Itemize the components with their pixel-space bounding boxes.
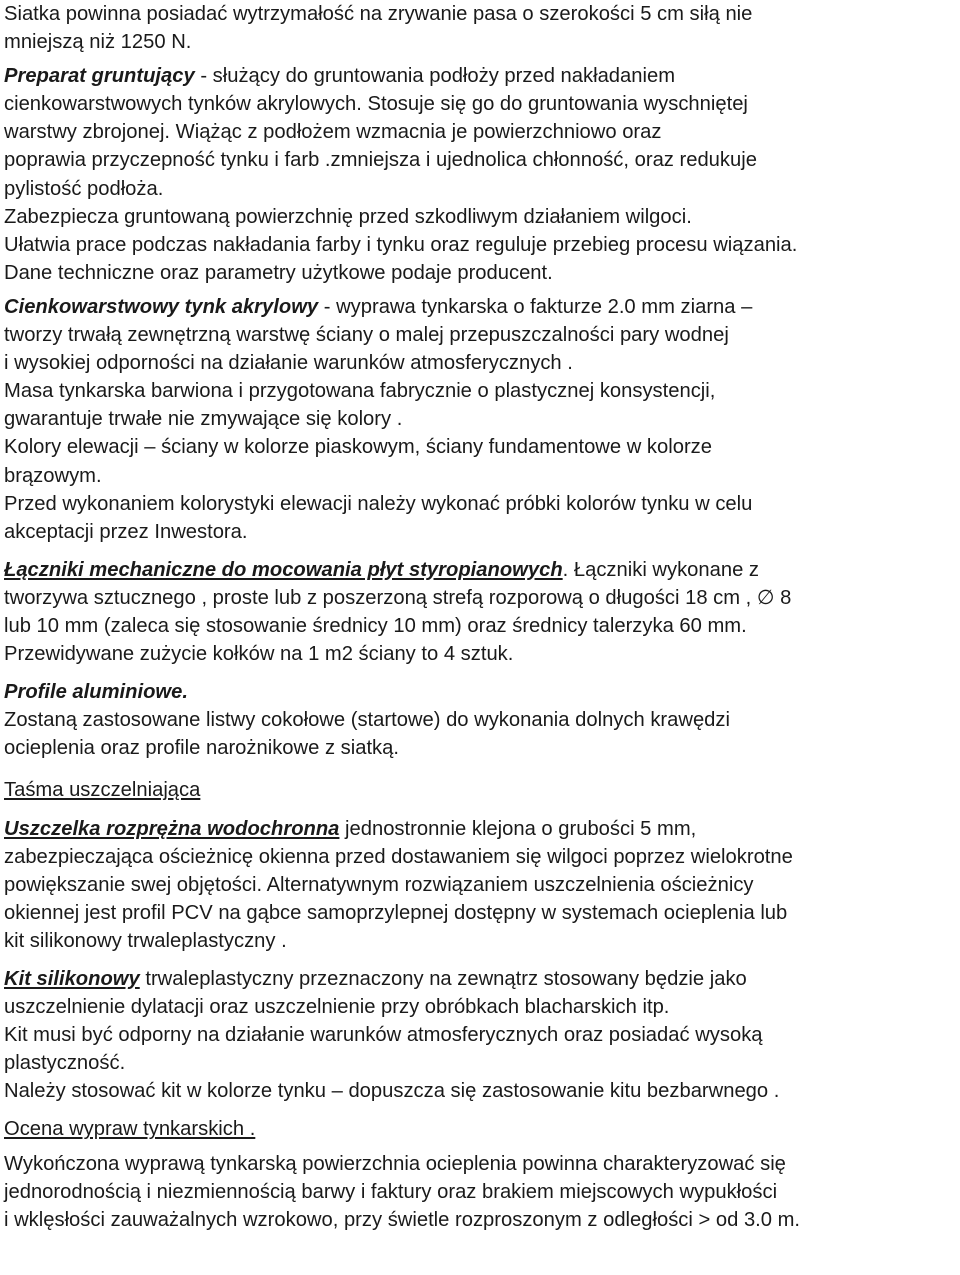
text-line: i wklęsłości zauważalnych wzrokowo, przy świetle rozproszonym z odległości > od 3.0 m. bbox=[4, 1208, 801, 1231]
text-line: uszczelnienie dylatacji oraz uszczelnienie przy obróbkach blacharskich itp. bbox=[4, 996, 670, 1019]
laczniki-heading: Łączniki mechaniczne do mocowania płyt styropianowych bbox=[4, 558, 563, 581]
text-line bbox=[4, 62, 958, 90]
text-run: trwaleplastyczny przeznaczony na zewnątrz stosowany będzie jako bbox=[139, 968, 747, 990]
uszczelka-heading: Uszczelka rozprężna wodochronna bbox=[4, 817, 340, 840]
text-line: Przewidywane zużycie kołków na 1 m2 ściany to 4 sztuk. bbox=[4, 643, 514, 666]
tynk-heading: Cienkowarstwowy tynk akrylowy bbox=[4, 295, 319, 318]
text-line: Zabezpiecza gruntowaną powierzchnię przed szkodliwym działaniem wilgoci. bbox=[4, 205, 692, 228]
text-line: Przed wykonaniem kolorystyki elewacji należy wykonać próbki kolorów tynku w celu bbox=[4, 492, 753, 515]
text-line: i wysokiej odporności na działanie warunków atmosferycznych . bbox=[4, 352, 573, 375]
text-line bbox=[4, 556, 958, 584]
text-line: brązowym. bbox=[4, 464, 102, 487]
kit-heading: Kit silikonowy bbox=[4, 968, 140, 990]
text-run: - wyprawa tynkarska o fakturze 2.0 mm ziarna – bbox=[318, 295, 753, 318]
text-run: . Łączniki wykonane z bbox=[562, 558, 760, 581]
text-run: - służący do gruntowania podłoży przed nakładaniem bbox=[194, 65, 676, 88]
tynk-section bbox=[4, 293, 958, 546]
text-line: akceptacji przez Inwestora. bbox=[4, 520, 248, 543]
preparat-heading: Preparat gruntujący bbox=[4, 65, 195, 88]
text-line: Kit musi być odporny na działanie warunków atmosferycznych oraz posiadać wysoką bbox=[4, 1024, 763, 1047]
tasma-heading: Taśma uszczelniająca bbox=[4, 779, 201, 802]
laczniki-section bbox=[4, 556, 958, 668]
ocena-section bbox=[4, 1115, 958, 1233]
kit-section bbox=[4, 965, 958, 1105]
text-run: jednostronnie klejona o grubości 5 mm, bbox=[339, 817, 697, 840]
text-line: jednorodnością i niezmiennością barwy i faktury oraz brakiem miejscowych wypukłości bbox=[4, 1180, 778, 1203]
tasma-section bbox=[4, 776, 958, 804]
text-line bbox=[4, 293, 958, 321]
text-line: lub 10 mm (zaleca się stosowanie średnicy 10 mm) oraz średnicy talerzyka 60 mm. bbox=[4, 614, 747, 637]
text-line: Zostaną zastosowane listwy cokołowe (startowe) do wykonania dolnych krawędzi bbox=[4, 709, 730, 732]
text-line: gwarantuje trwałe nie zmywające się kolory . bbox=[4, 408, 403, 431]
ocena-heading: Ocena wypraw tynkarskich . bbox=[4, 1118, 256, 1141]
text-line: warstwy zbrojonej. Wiążąc z podłożem wzmacnia je powierzchniowo oraz bbox=[4, 121, 662, 144]
text-line: Kolory elewacji – ściany w kolorze piaskowym, ściany fundamentowe w kolorze bbox=[4, 436, 712, 459]
text-line: Należy stosować kit w kolorze tynku – dopuszcza się zastosowanie kitu bezbarwnego . bbox=[4, 1080, 780, 1103]
text-line: mniejszą niż 1250 N. bbox=[4, 31, 192, 54]
text-line: Siatka powinna posiadać wytrzymałość na zrywanie pasa o szerokości 5 cm siłą nie bbox=[4, 3, 753, 25]
text-line: Wykończona wyprawą tynkarską powierzchnia ocieplenia powinna charakteryzować się bbox=[4, 1152, 786, 1175]
text-line bbox=[4, 965, 958, 993]
siatka-paragraph bbox=[4, 0, 958, 56]
text-line: Ułatwia prace podczas nakładania farby i tynku oraz reguluje przebieg procesu wiązania. bbox=[4, 233, 798, 256]
text-line: powiększanie swej objętości. Alternatywnym rozwiązaniem uszczelnienia ościeżnicy bbox=[4, 873, 754, 896]
profile-heading: Profile aluminiowe. bbox=[4, 681, 188, 704]
text-line: tworzywa sztucznego , proste lub z poszerzoną strefą rozporową o długości 18 cm , ∅ 8 bbox=[4, 586, 792, 609]
text-line: Masa tynkarska barwiona i przygotowana fabrycznie o plastycznej konsystencji, bbox=[4, 380, 716, 403]
text-line: zabezpieczająca ościeżnicę okienna przed dostawaniem się wilgoci poprzez wielokrotne bbox=[4, 845, 793, 868]
text-line: tworzy trwałą zewnętrzną warstwę ściany o malej przepuszczalności pary wodnej bbox=[4, 324, 729, 347]
text-line: cienkowarstwowych tynków akrylowych. Stosuje się go do gruntowania wyschniętej bbox=[4, 93, 748, 116]
text-line: Dane techniczne oraz parametry użytkowe podaje producent. bbox=[4, 261, 553, 284]
text-line: poprawia przyczepność tynku i farb .zmniejsza i ujednolica chłonność, oraz redukuje bbox=[4, 149, 757, 172]
text-line: okiennej jest profil PCV na gąbce samoprzylepnej dostępny w systemach ocieplenia lub bbox=[4, 901, 788, 924]
text-line: kit silikonowy trwaleplastyczny . bbox=[4, 929, 287, 952]
text-line bbox=[4, 815, 958, 843]
text-line: ocieplenia oraz profile narożnikowe z siatką. bbox=[4, 737, 399, 760]
text-line: plastyczność. bbox=[4, 1052, 126, 1075]
profile-section bbox=[4, 678, 958, 762]
text-line: pylistość podłoża. bbox=[4, 177, 164, 200]
uszczelka-section bbox=[4, 815, 958, 955]
preparat-section bbox=[4, 62, 958, 287]
